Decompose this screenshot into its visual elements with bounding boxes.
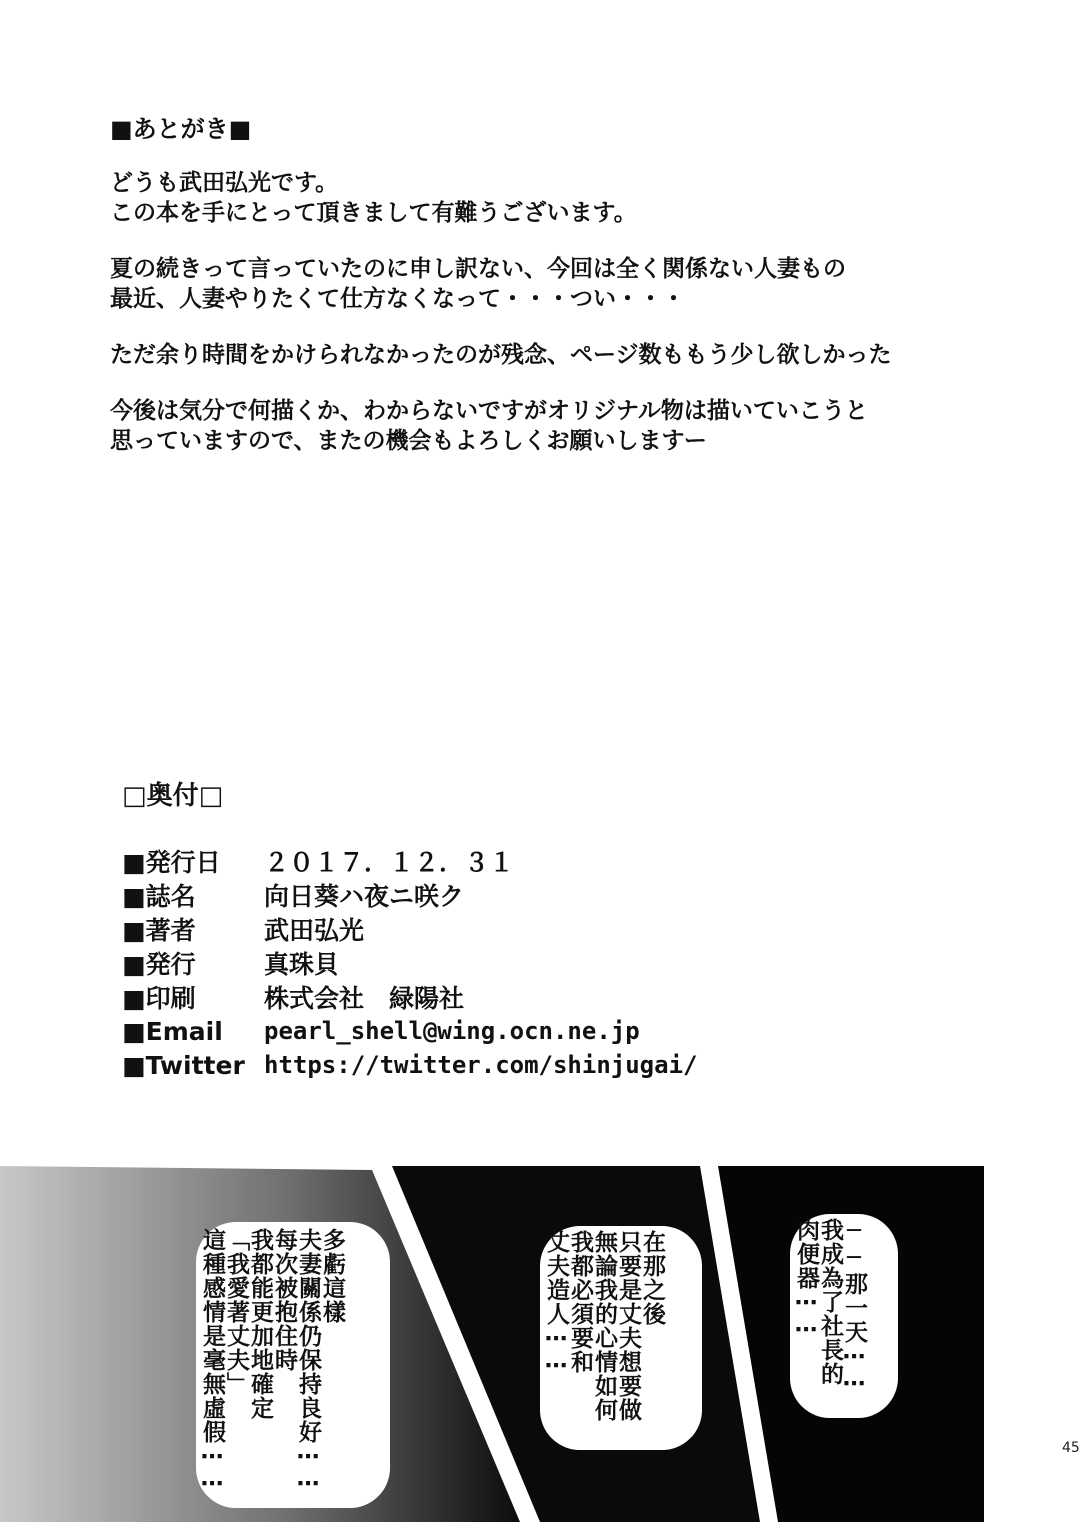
panel3-line: ──那一天⋯⋯ — [841, 1218, 867, 1398]
panel3-line: 肉便器⋯⋯ — [793, 1218, 819, 1344]
colophon-value: ２０１７．１２．３１ — [264, 848, 515, 877]
panel3-line: 我成為了社長的 — [817, 1218, 843, 1386]
colophon-key: ■著者 — [122, 916, 196, 945]
panel2-text — [544, 1230, 664, 1440]
colophon-row-date — [122, 844, 822, 878]
afterword-line: この本を手にとって頂きまして有難うございます。 — [110, 200, 637, 226]
email-link[interactable]: pearl_shell@wing.ocn.ne.jp — [264, 1017, 640, 1045]
colophon-key: ■発行日 — [122, 848, 221, 877]
panel3-text — [794, 1218, 866, 1408]
colophon-row-printer — [122, 980, 822, 1014]
afterword-paragraph — [110, 168, 1010, 228]
page-number: 45 — [1062, 1440, 1080, 1456]
colophon-key: ■誌名 — [122, 882, 196, 911]
panel1-line: 「我愛著丈夫」 — [223, 1228, 249, 1396]
afterword-paragraph — [110, 340, 1010, 370]
colophon-value: 株式会社 緑陽社 — [264, 984, 465, 1013]
colophon-row-twitter — [122, 1048, 822, 1082]
colophon-row-publisher — [122, 946, 822, 980]
twitter-link[interactable]: https://twitter.com/shinjugai/ — [264, 1051, 698, 1079]
manga-panel-strip — [0, 1166, 984, 1522]
panel2-line: 只要是丈夫想要做 — [615, 1230, 641, 1422]
panel1-line: 多虧這樣 — [319, 1228, 345, 1324]
panel1-line: 這種感情是毫無虛假⋯⋯ — [199, 1228, 225, 1498]
colophon-row-email — [122, 1014, 822, 1048]
panel2-line: 我都必須要和 — [567, 1230, 593, 1374]
afterword-paragraph — [110, 254, 1010, 314]
afterword-line: 今後は気分で何描くか、わからないですがオリジナル物は描いていこうと — [110, 398, 868, 424]
panel2-line: 無論我的心情如何 — [591, 1230, 617, 1422]
afterword-section — [110, 112, 1010, 482]
colophon-key: ■Twitter — [122, 1050, 245, 1080]
afterword-line: ただ余り時間をかけられなかったのが残念、ページ数ももう少し欲しかった — [110, 342, 892, 368]
colophon-row-title — [122, 878, 822, 912]
panel1-text — [200, 1228, 344, 1498]
colophon-value: 向日葵ハ夜ニ咲ク — [264, 882, 465, 911]
afterword-heading: ■あとがき■ — [110, 115, 252, 143]
panel2-line: 丈夫造人⋯⋯ — [543, 1230, 569, 1380]
panel1-line: 我都能更加地確定 — [247, 1228, 273, 1420]
colophon-value: 武田弘光 — [264, 916, 365, 945]
afterword-line: どうも武田弘光です。 — [110, 170, 339, 196]
colophon-key: ■Email — [122, 1016, 223, 1046]
colophon-value: 真珠貝 — [264, 950, 340, 979]
afterword-line: 夏の続きって言っていたのに申し訳ない、今回は全く関係ない人妻もの — [110, 256, 846, 282]
colophon-section — [122, 776, 822, 1082]
colophon-key: ■発行 — [122, 950, 196, 979]
afterword-line: 思っていますので、またの機会もよろしくお願いしますー — [110, 428, 707, 454]
panel2-line: 在那之後 — [639, 1230, 665, 1326]
panel1-line: 夫妻關係仍保持良好⋯⋯ — [295, 1228, 321, 1498]
colophon-title: □奥付□ — [122, 781, 224, 811]
colophon-key: ■印刷 — [122, 984, 196, 1013]
panel1-line: 每次被抱住時 — [271, 1228, 297, 1372]
afterword-line: 最近、人妻やりたくて仕方なくなって・・・つい・・・ — [110, 286, 685, 312]
colophon-row-author — [122, 912, 822, 946]
afterword-paragraph — [110, 396, 1010, 456]
